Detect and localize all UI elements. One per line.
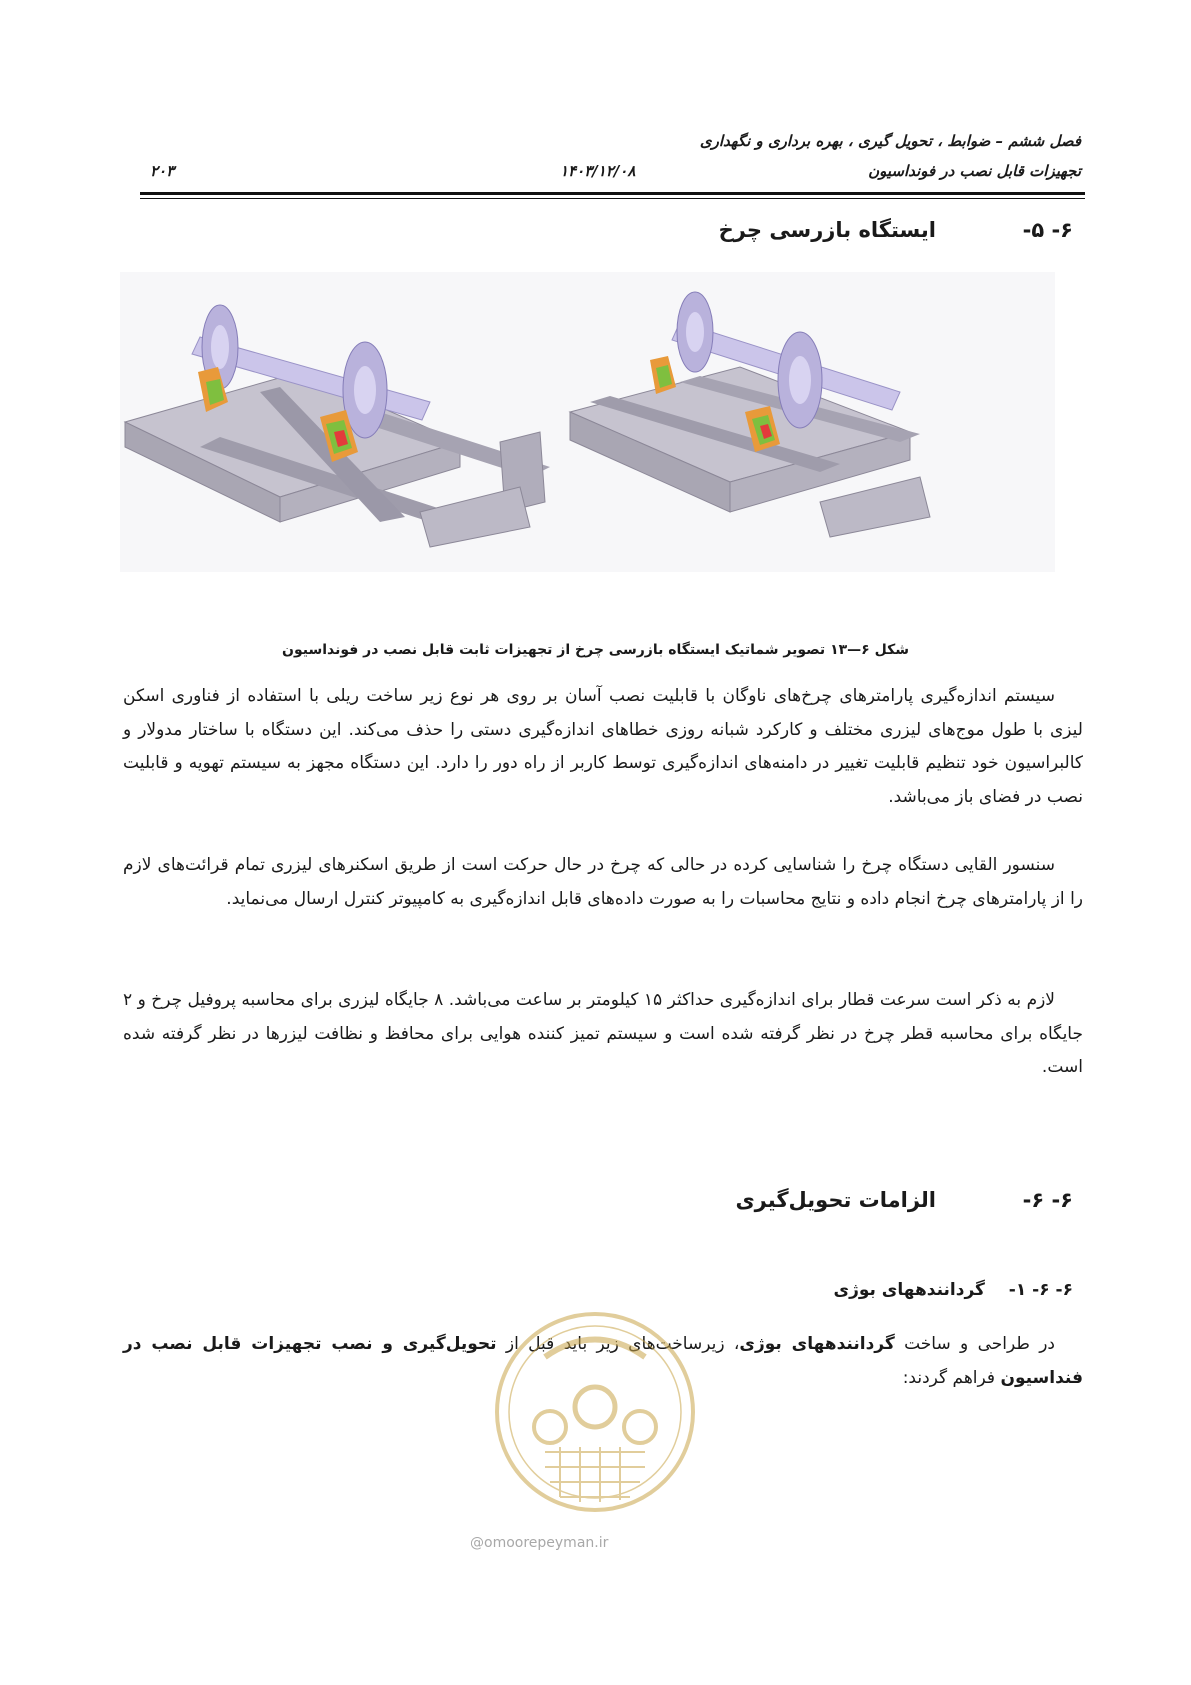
watermark-site: @omoorepeyman.ir: [470, 1535, 609, 1551]
header-subtitle: تجهیزات قابل نصب در فونداسیون: [868, 162, 1081, 180]
page-number: ۲۰۳: [150, 162, 175, 180]
p4-text-2: ، زیرساخت‌های زیر باید قبل از: [496, 1334, 740, 1354]
wheel-inspection-figure: [120, 272, 1055, 572]
figure-caption: شکل ۶—۱۳ تصویر شماتیک ایستگاه بازرسی چرخ از تجهیزات ثابت قابل نصب در فونداسیون: [282, 642, 909, 658]
header-rule-thin: [140, 198, 1085, 199]
subsection-number: ۶- ۶- ۱-: [1008, 1280, 1073, 1300]
section-title: ایستگاه بازرسی چرخ: [718, 218, 936, 242]
section-2-title: الزامات تحویل‌گیری: [735, 1188, 936, 1212]
header-chapter: فصل ششم – ضوابط ، تحویل گیری ، بهره برداری و نگهداری: [699, 132, 1081, 150]
subsection-heading: [833, 1280, 1073, 1300]
p4-text-1: در طراحی و ساخت: [894, 1334, 1055, 1354]
section-number: ۶- ۵-: [1022, 218, 1073, 242]
paragraph-2: سنسور القایی دستگاه چرخ را شناسایی کرده در حالی که چرخ در حال حرکت است از طریق اسکنرهای لیزری تمام قرائت‌های لازم را از پارامترهای چرخ انجام داده و نتایج محاسبات را به صورت داده‌های قابل اندازه‌گیری به کامپیوتر کنترل ارسال می‌نماید.: [123, 855, 1083, 909]
paragraph-1: سیستم اندازه‌گیری پارامترهای چرخ‌های ناوگان با قابلیت نصب آسان بر روی هر نوع زیر ساخت ریلی با استفاده از فناوری اسکن لیزی با طول موج‌های لیزری مختلف و کارکرد شبانه روزی خطاهای اندازه‌گیری دستی را حذف می‌کند. این دستگاه با ساختار مدولار و کالبراسیون خود تنظیم قابلیت تغییر در دامنه‌های اندازه‌گیری توسط کاربر از راه دور را دارد. این دستگاه مجهز به سیستم تهویه و قابلیت نصب در فضای باز می‌باشد.: [123, 686, 1083, 807]
p4-bold-2: تحویل‌گیری و نصب تجهیزات قابل نصب در فنداسیون: [123, 1334, 1083, 1388]
watermark-seal-icon: [490, 1302, 700, 1522]
section-2-number: ۶- ۶-: [1022, 1188, 1073, 1212]
subsection-title: گردانندههای بوژی: [833, 1280, 985, 1300]
p4-bold-1: گردانندههای بوژی: [739, 1334, 895, 1354]
p4-text-3: فراهم گردند:: [902, 1367, 1001, 1388]
header-date: ۱۴۰۳/۱۲/۰۸: [560, 162, 636, 180]
paragraph-3: لازم به ذکر است سرعت قطار برای اندازه‌گیری حداکثر ۱۵ کیلومتر بر ساعت می‌باشد. ۸ جایگاه لیزری برای محاسبه پروفیل چرخ و ۲ جایگاه برای محاسبه قطر چرخ در نظر گرفته شده است و سیستم تمیز کننده هوایی برای محافظ و نظافت لیزرها در نظر گرفته شده است.: [123, 990, 1083, 1077]
header-rule-thick: [140, 192, 1085, 195]
